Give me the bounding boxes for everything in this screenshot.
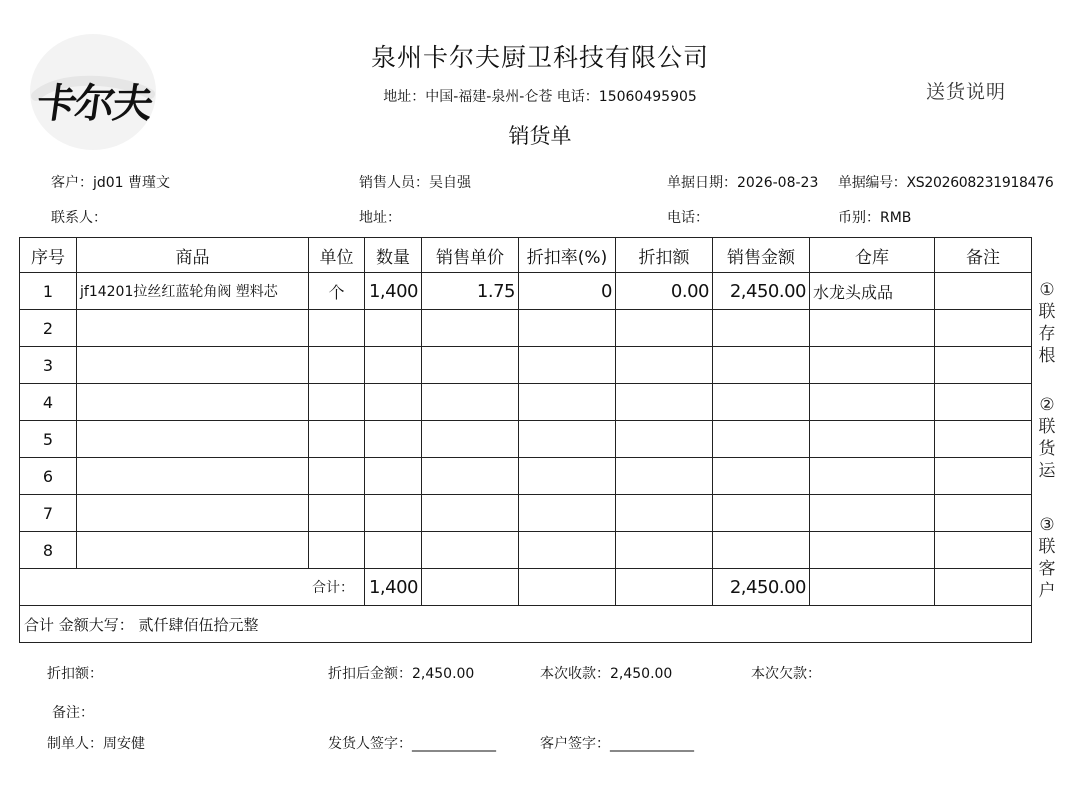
discount-amount-cell <box>616 495 713 532</box>
warehouse-cell <box>810 384 935 421</box>
copy-char: 运 <box>1038 461 1056 481</box>
warehouse-cell <box>810 495 935 532</box>
column-header: 折扣率(%) <box>519 238 616 273</box>
discount-rate-cell <box>519 310 616 347</box>
copy-char: 存 <box>1038 324 1056 344</box>
warehouse-cell <box>810 458 935 495</box>
discount-amount-cell: 0.00 <box>616 273 713 310</box>
discount-rate-cell <box>519 384 616 421</box>
column-header: 销售单价 <box>422 238 519 273</box>
unit-cell <box>309 495 365 532</box>
total-empty-cell <box>519 569 616 606</box>
delivery-notes-link[interactable]: 送货说明 <box>926 81 1007 103</box>
warehouse-cell <box>810 347 935 384</box>
row-index: 2 <box>20 310 77 347</box>
table-row <box>20 532 1032 569</box>
sales-amount-cell: 2,450.00 <box>713 273 810 310</box>
copy-char: 客 <box>1038 559 1056 579</box>
copy-char: 户 <box>1038 581 1056 601</box>
discount-rate-cell <box>519 347 616 384</box>
copy-number: ① <box>1039 280 1055 300</box>
total-label: 合计： <box>20 569 365 606</box>
discount-amount-cell <box>616 532 713 569</box>
table-row <box>20 458 1032 495</box>
sales-amount-cell <box>713 310 810 347</box>
sales-amount-cell <box>713 495 810 532</box>
quantity-cell <box>365 347 422 384</box>
column-header: 折扣额 <box>616 238 713 273</box>
discount-rate-cell: 0 <box>519 273 616 310</box>
remark-cell <box>935 347 1032 384</box>
column-header: 序号 <box>20 238 77 273</box>
discount-rate-cell <box>519 458 616 495</box>
unit-cell <box>309 310 365 347</box>
discount-amount-field: 折扣额： <box>47 666 103 682</box>
column-header: 数量 <box>365 238 422 273</box>
remark-cell <box>935 273 1032 310</box>
product-cell <box>77 421 309 458</box>
quantity-cell <box>365 384 422 421</box>
column-header: 单位 <box>309 238 365 273</box>
warehouse-cell: 水龙头成品 <box>810 273 935 310</box>
unit-price-cell <box>422 532 519 569</box>
address-field: 地址： <box>359 210 401 226</box>
currency-field: 币别：RMB <box>838 210 912 226</box>
remark-cell <box>935 310 1032 347</box>
contact-field: 联系人： <box>51 210 107 226</box>
shipper-signature-field: 发货人签字：____________ <box>328 736 496 752</box>
sales-amount-cell <box>713 458 810 495</box>
total-empty-cell <box>616 569 713 606</box>
sales-amount-cell <box>713 384 810 421</box>
column-header: 仓库 <box>810 238 935 273</box>
customer-signature-field: 客户签字：____________ <box>540 736 694 752</box>
copy-char: 根 <box>1038 346 1056 366</box>
row-index: 7 <box>20 495 77 532</box>
after-discount-field: 折扣后金额：2,450.00 <box>328 666 475 682</box>
remark-cell <box>935 532 1032 569</box>
row-index: 4 <box>20 384 77 421</box>
received-field: 本次收款：2,450.00 <box>540 666 673 682</box>
remark-cell <box>935 384 1032 421</box>
phone-field: 电话： <box>667 210 709 226</box>
unit-price-cell <box>422 421 519 458</box>
row-index: 1 <box>20 273 77 310</box>
unit-price-cell <box>422 384 519 421</box>
warehouse-cell <box>810 421 935 458</box>
total-amount: 2,450.00 <box>713 569 810 606</box>
unit-price-cell <box>422 495 519 532</box>
quantity-cell <box>365 458 422 495</box>
remark-cell <box>935 458 1032 495</box>
unit-price-cell <box>422 458 519 495</box>
unit-cell: 个 <box>309 273 365 310</box>
unit-price-cell: 1.75 <box>422 273 519 310</box>
discount-rate-cell <box>519 421 616 458</box>
discount-rate-cell <box>519 495 616 532</box>
table-row <box>20 273 1032 310</box>
table-header-row <box>20 238 1032 273</box>
sales-amount-cell <box>713 347 810 384</box>
table-row <box>20 421 1032 458</box>
copy-char: 联 <box>1038 417 1056 437</box>
document-number-field: 单据编号：XS202608231918476 <box>838 175 1054 191</box>
salesperson-field: 销售人员：吴自强 <box>359 175 471 191</box>
total-empty-cell <box>935 569 1032 606</box>
sales-amount-cell <box>713 421 810 458</box>
product-cell <box>77 384 309 421</box>
unit-price-cell <box>422 347 519 384</box>
row-index: 8 <box>20 532 77 569</box>
total-row <box>20 569 1032 606</box>
unit-cell <box>309 421 365 458</box>
customer-field: 客户：jd01 曹瑾文 <box>51 175 171 191</box>
product-cell <box>77 495 309 532</box>
total-empty-cell <box>810 569 935 606</box>
copy-label-stub <box>1035 279 1059 367</box>
warehouse-cell <box>810 310 935 347</box>
table-row <box>20 495 1032 532</box>
copy-label-customer <box>1035 514 1059 602</box>
unit-price-cell <box>422 310 519 347</box>
copy-number: ② <box>1039 395 1055 415</box>
total-quantity: 1,400 <box>365 569 422 606</box>
total-empty-cell <box>422 569 519 606</box>
document-title: 销货单 <box>508 124 572 148</box>
column-header: 备注 <box>935 238 1032 273</box>
warehouse-cell <box>810 532 935 569</box>
discount-amount-cell <box>616 458 713 495</box>
discount-amount-cell <box>616 421 713 458</box>
unit-cell <box>309 532 365 569</box>
copy-char: 联 <box>1038 537 1056 557</box>
copy-char: 货 <box>1038 439 1056 459</box>
product-cell <box>77 310 309 347</box>
sales-table <box>19 237 1032 643</box>
product-cell <box>77 347 309 384</box>
row-index: 3 <box>20 347 77 384</box>
quantity-cell: 1,400 <box>365 273 422 310</box>
copy-number: ③ <box>1039 515 1055 535</box>
copy-label-delivery <box>1035 394 1059 482</box>
document-date-field: 单据日期：2026-08-23 <box>667 175 819 191</box>
discount-amount-cell <box>616 384 713 421</box>
maker-field: 制单人：周安健 <box>47 736 145 752</box>
table-row <box>20 384 1032 421</box>
remark-cell <box>935 495 1032 532</box>
discount-amount-cell <box>616 347 713 384</box>
row-index: 5 <box>20 421 77 458</box>
table-row <box>20 310 1032 347</box>
column-header: 销售金额 <box>713 238 810 273</box>
column-header: 商品 <box>77 238 309 273</box>
discount-amount-cell <box>616 310 713 347</box>
owed-field: 本次欠款： <box>751 666 821 682</box>
company-name: 泉州卡尔夫厨卫科技有限公司 <box>370 43 709 72</box>
quantity-cell <box>365 532 422 569</box>
quantity-cell <box>365 310 422 347</box>
amount-in-words-row <box>20 606 1032 643</box>
product-cell <box>77 532 309 569</box>
amount-in-words: 合计 金额大写： 贰仟肆佰伍拾元整 <box>20 606 1032 643</box>
remark-field: 备注： <box>52 705 94 721</box>
copy-char: 联 <box>1038 302 1056 322</box>
sales-amount-cell <box>713 532 810 569</box>
discount-rate-cell <box>519 532 616 569</box>
unit-cell <box>309 458 365 495</box>
remark-cell <box>935 421 1032 458</box>
logo-text: 卡尔夫 <box>33 80 155 127</box>
unit-cell <box>309 347 365 384</box>
row-index: 6 <box>20 458 77 495</box>
quantity-cell <box>365 495 422 532</box>
product-cell: jf14201拉丝红蓝轮角阀 塑料芯 <box>77 273 309 310</box>
table-row <box>20 347 1032 384</box>
quantity-cell <box>365 421 422 458</box>
product-cell <box>77 458 309 495</box>
company-address: 地址：中国-福建-泉州-仑苍 电话：15060495905 <box>383 89 697 105</box>
unit-cell <box>309 384 365 421</box>
